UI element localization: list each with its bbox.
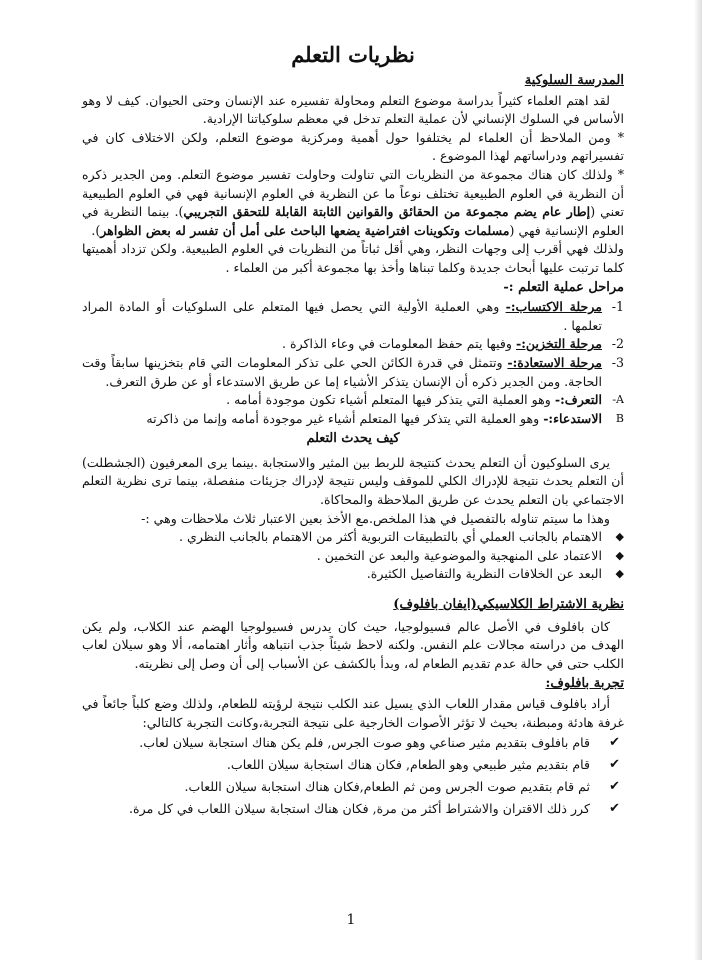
stage-number: 2- [611, 336, 624, 352]
paragraph-observation: * ومن الملاحظ أن العلماء لم يختلفوا حول أهمية ومركزية موضوع التعلم، ولكن الاختلاف كان في تفسيراتهم ودراساتهم لهذا الموضوع . [82, 129, 624, 164]
stage-term: مرحلة الاستعادة:- [507, 354, 602, 370]
experiment-step-text: ثم قام بتقديم صوت الجرس ومن ثم الطعام,فكان هناك استجابة سيلان اللعاب. [184, 779, 590, 795]
page-title: نظريات التعلم [291, 42, 415, 67]
theories-text-mid: ). بينما النظرية في العلوم الإنسانية فهي ( [82, 204, 624, 238]
natural-science-definition: إطار عام يضم مجموعة من الحقائق والقوانين الثابتة القابلة للتحقق التجريبي [183, 204, 591, 220]
stage-item [82, 354, 624, 391]
experiment-step-text: كرر ذلك الاقتران والاشتراط أكثر من مرة, فكان هناك استجابة سيلان اللعاب في كل مرة. [129, 801, 590, 817]
notes-list [82, 528, 624, 584]
checkmark-icon: ✔ [609, 779, 620, 795]
page-number: 1 [346, 912, 356, 929]
note-text: الاعتماد على المنهجية والموضوعية والبعد عن التخمين . [316, 547, 602, 563]
stage-term: مرحلة التخزين:- [516, 336, 602, 352]
paragraph-theories [82, 166, 624, 240]
note-item [82, 528, 624, 547]
stage-term: مرحلة الاكتساب:- [505, 299, 602, 315]
paragraph-viewpoints: ولذلك فهي أقرب إلى وجهات النظر، وهي أقل ثباتاً من النظريات في العلوم الطبيعية. ولكن تزداد أهميتها كلما ترتبت عليها أبحاث جديدة وكلما تبناها وأخذ بها مجموعة أكبر من العلماء . [82, 241, 624, 275]
diamond-bullet-icon: ◆ [615, 548, 624, 562]
recall-type-term: الاستدعاء:- [543, 410, 602, 426]
section-heading-behavioral: المدرسة السلوكية [524, 73, 624, 88]
recall-type-text: وهو العملية التي يتذكر فيها المتعلم أشياء تكون موجودة أمامه . [226, 392, 555, 408]
human-science-definition: مسلمات وتكوينات افتراضية يضعها الباحث على أمل أن تفسر له بعض الظواهر [100, 222, 510, 238]
recall-type-item [82, 410, 624, 429]
how-learning-heading: كيف يحدث التعلم [306, 431, 400, 447]
paragraph-intro: لقد اهتم العلماء كثيراً بدراسة موضوع التعلم ومحاولة تفسيره عند الإنسان وحتى الحيوان. كيف لا وهو الأساس في السلوك الإنساني لأن عملية التعلم تدخل في معظم سلوكياتنا الإرادية. [82, 92, 624, 127]
recall-type-marker: B [615, 411, 624, 425]
checkmark-icon: ✔ [609, 757, 620, 773]
paragraph-schools: يرى السلوكيون أن التعلم يحدث كنتيجة للربط بين المثير والاستجابة .بينما يرى المعرفيون (الجشطلت) أن التعلم يحدث نتيجة للإدراك الكلي للموقف وليس نتيجة لإدراك جزيئات منفصلة، بينما ترى نظرية التعلم الاجتماعي بان التعلم يحدث عن طريق الملاحظة والمحاكاة. [82, 454, 624, 508]
experiment-step [82, 734, 624, 753]
recall-types-list [82, 391, 624, 428]
paragraph-experiment-setup: أراد بافلوف قياس مقدار اللعاب الذي يسيل عند الكلب نتيجة لرؤيته للطعام، ولذلك وضع كلباً جائعاً في غرفة هادئة ومبطنة، بحيث لا تؤثر الأصوات الخارجية على نتيجة التجربة،وكانت التجربة كالتالي: [82, 696, 624, 730]
experiment-step-text: قام بافلوف بتقديم مثير صناعي وهو صوت الجرس, فلم يكن هناك استجابة سيلان لعاب. [139, 735, 590, 751]
experiment-step-text: قام بتقديم مثير طبيعي وهو الطعام, فكان هناك استجابة سيلان اللعاب. [226, 757, 590, 773]
experiment-steps-list [82, 734, 624, 819]
stage-number: 1- [611, 299, 624, 315]
recall-type-text: وهو العملية التي يتذكر فيها المتعلم أشياء غير موجودة أمامه وإنما من ذاكرته [146, 410, 544, 426]
experiment-heading: تجربة بافلوف: [545, 676, 624, 692]
note-item [82, 565, 624, 584]
paragraph-pavlov-background: كان بافلوف في الأصل عالم فسيولوجيا، حيث كان يدرس فسيولوجيا الهضم عند الكلاب، ولم يكن الهدف من دراسته مجالات علم النفس. ولكنه لاحظ شيئاً جذب انتباهه وأثار اهتمامه، ألا وهو سيلان لعاب الكلب حتى في حالة عدم تقديم الطعام له، وبدأ بالكشف عن الأسباب إلى أن وصل إلى نظريته. [82, 618, 624, 671]
recall-type-term: التعرف:- [554, 392, 602, 408]
section-heading-pavlov: نظرية الاشتراط الكلاسيكي(ايفان بافلوف) [393, 597, 624, 613]
theories-text-end: ). [91, 222, 101, 238]
stage-text: وفيها يتم حفظ المعلومات في وعاء الذاكرة . [281, 336, 517, 352]
experiment-step [82, 800, 624, 819]
note-item [82, 547, 624, 566]
stage-number: 3- [611, 354, 624, 370]
stage-text: وهي العملية الأولية التي يحصل فيها المتعلم على السلوكيات أو المادة المراد تعلمها . [82, 299, 602, 333]
diamond-bullet-icon: ◆ [615, 530, 624, 544]
recall-type-marker: A- [612, 393, 624, 407]
checkmark-icon: ✔ [609, 801, 620, 817]
stage-text: وتتمثل في قدرة الكائن الحي على تذكر المعلومات التي قام بتخزينها سابقاً وقت الحاجة. ومن الجدير ذكره أن الإنسان يتذكر الأشياء إما عن طريق الاستدعاء أو عن طرق التعرف. [82, 354, 602, 389]
stage-item [82, 335, 624, 354]
note-text: الاهتمام بالجانب العملي أي بالتطبيقات التربوية أكثر من الاهتمام بالجانب النظري . [178, 529, 602, 545]
stage-item [82, 298, 624, 335]
checkmark-icon: ✔ [609, 735, 620, 751]
note-text: البعد عن الخلافات النظرية والتفاصيل الكثيرة. [366, 566, 602, 582]
experiment-step [82, 778, 624, 797]
paragraph-notes-intro: وهذا ما سيتم تناوله بالتفصيل في هذا الملخص.مع الأخذ بعين الاعتبار ثلاث ملاحظات وهي :- [141, 510, 610, 526]
theories-text-start: * ولذلك كان هناك مجموعة من النظريات التي تناولت وحاولت تفسير موضوع التعلم. ومن الجدير ذكره أن النظرية في العلوم الطبيعية تختلف نوعاً ما عن النظرية في العلوم الإنسانية فهي في العلوم الطبيعية تعني ( [82, 166, 624, 220]
stages-list [82, 298, 624, 391]
experiment-step [82, 756, 624, 775]
recall-type-item [82, 391, 624, 410]
diamond-bullet-icon: ◆ [615, 567, 624, 581]
stages-heading: مراحل عملية التعلم :- [503, 279, 624, 295]
page-edge-shadow [694, 0, 702, 960]
